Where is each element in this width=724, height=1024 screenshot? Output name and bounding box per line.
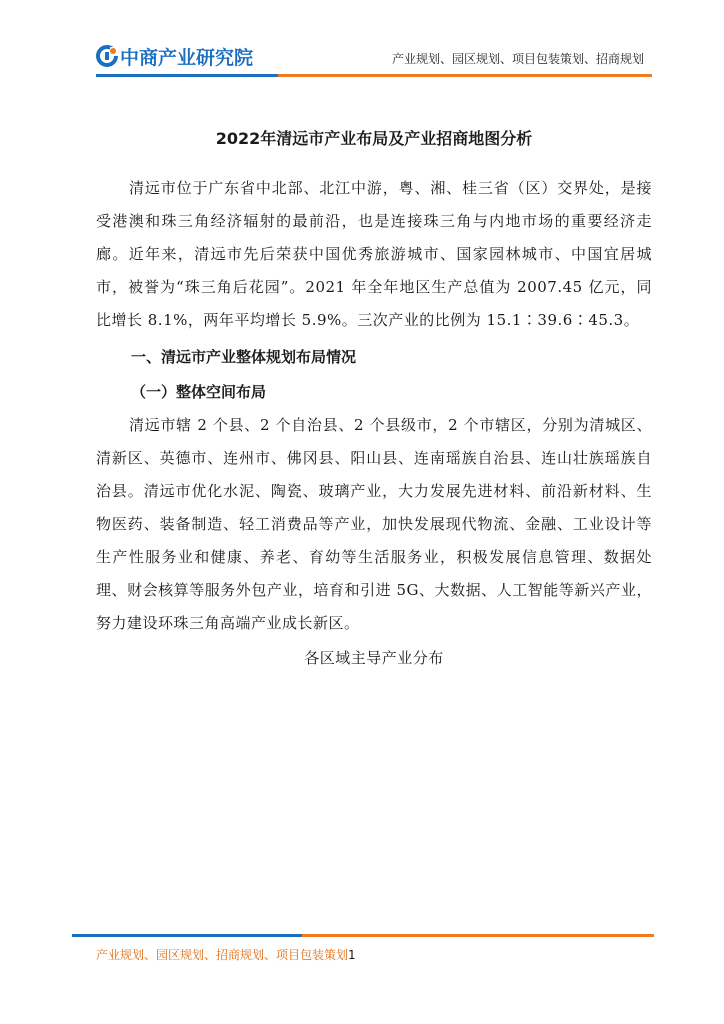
footer-slogan: 产业规划、园区规划、招商规划、项目包装策划: [96, 948, 349, 962]
header-slogan: 产业规划、园区规划、项目包装策划、招商规划: [391, 52, 644, 66]
page-header: [0, 0, 724, 90]
subsection-heading: （一）整体空间布局: [131, 383, 267, 401]
header-divider-blue: [96, 74, 278, 77]
subsection-paragraph: 清远市辖 2 个县、2 个自治县、2 个县级市，2 个市辖区，分别为清城区、清新区、英德市、连州市、佛冈县、阳山县、连南瑶族自治县、连山壮族瑶族自治县。清远市优化水泥、陶瓷、玻璃产业，大力发展先进材料、前沿新材料、生物医药、装备制造、轻工消费品等产业，加快发展现代物流、金融、工业设计等生产性服务业和健康、养老、育幼等生活服务业，积极发展信息管理、数据处理、财会核算等服务外包产业，培育和引进 5G、大数据、人工智能等新兴产业，努力建设环珠三角高端产业成长新区。: [96, 416, 652, 632]
footer-divider-blue: [72, 934, 302, 937]
brand-logo-icon: [96, 45, 118, 67]
brand-logo: [96, 43, 253, 69]
document-title: 2022年清远市产业布局及产业招商地图分析: [215, 129, 533, 148]
figure-caption: 各区域主导产业分布: [304, 649, 444, 667]
page-footer: [96, 946, 356, 963]
header-divider-orange: [278, 74, 652, 77]
brand-name: 中商产业研究院: [120, 46, 254, 69]
intro-paragraph: 清远市位于广东省中北部、北江中游，粤、湘、桂三省（区）交界处，是接受港澳和珠三角经济辐射的最前沿，也是连接珠三角与内地市场的重要经济走廊。近年来，清远市先后荣获中国优秀旅游城市、国家园林城市、中国宜居城市，被誉为“珠三角后花园”。2021 年全年地区生产总值为 2007.45 亿元，同比增长 8.1%，两年平均增长 5.9%。三次产业的比例为 15.1∶39.6∶45.3。: [96, 179, 652, 329]
document-body: [96, 120, 652, 675]
page-number: 1: [348, 948, 356, 962]
section-heading: 一、清远市产业整体规划布局情况: [131, 348, 357, 366]
footer-divider-orange: [302, 934, 654, 937]
